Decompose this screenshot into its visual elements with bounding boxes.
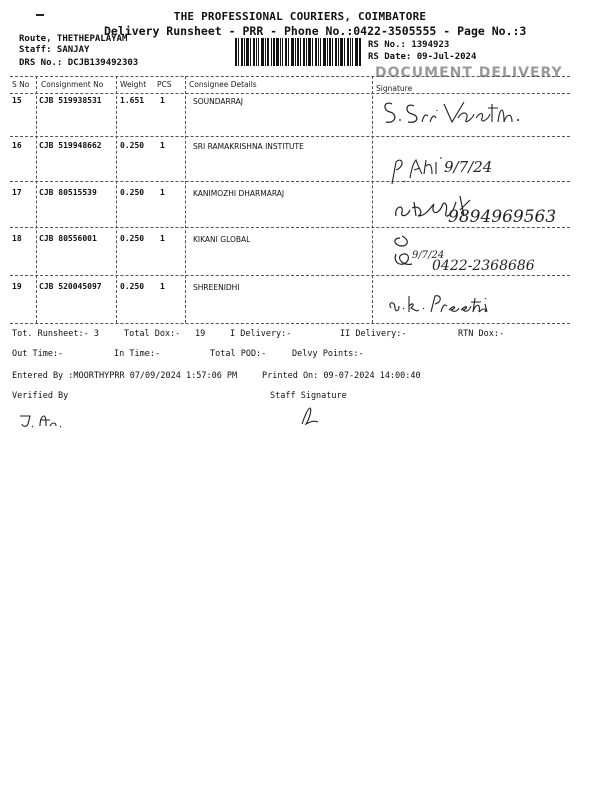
company-name: THE PROFESSIONAL COURIERS, COIMBATORE: [173, 10, 427, 23]
row-weight: 1.651: [120, 96, 145, 105]
row-consignee: SRI RAMAKRISHNA INSTITUTE: [193, 142, 304, 151]
staff-signature-mark: [296, 404, 326, 428]
signature-row-18-phone: 0422-2368686: [432, 258, 535, 274]
signature-row-18: [390, 230, 570, 276]
row-weight: 0.250: [120, 141, 145, 150]
i-delivery: I Delivery:-: [230, 329, 292, 339]
row-consignment: CJB 520045097: [39, 282, 102, 291]
ii-delivery: II Delivery:-: [340, 329, 407, 339]
total-pod: Total POD:-: [210, 349, 267, 359]
barcode: [235, 38, 361, 66]
row-consignee: KIKANI GLOBAL: [193, 235, 251, 244]
row-pcs: 1: [160, 282, 165, 291]
row-divider: [10, 227, 570, 228]
rs-number: RS No.: 1394923: [368, 40, 450, 50]
col-header-signature: Signature: [376, 84, 413, 93]
signature-row-18-date: 9/7/24: [412, 250, 445, 261]
row-weight: 0.250: [120, 234, 145, 243]
out-time: Out Time:-: [12, 349, 64, 359]
signature-row-19: [385, 290, 515, 318]
table-top-border: [10, 76, 570, 77]
staff-signature-label: Staff Signature: [270, 391, 347, 401]
table-header-border: [10, 93, 570, 94]
printed-on: Printed On: 09-07-2024 14:00:40: [262, 371, 421, 381]
row-consignment: CJB 80556001: [39, 234, 97, 243]
rtn-dox: RTN Dox:-: [458, 329, 505, 339]
signature-row-15: [380, 96, 530, 126]
total-runsheet: Tot. Runsheet:- 3: [12, 329, 99, 339]
row-sno: 17: [12, 188, 22, 197]
table-bottom-border: [10, 323, 570, 324]
drs-number: DRS No.: DCJB139492303: [19, 58, 139, 68]
row-sno: 15: [12, 96, 22, 105]
row-consignee: KANIMOZHI DHARMARAJ: [193, 189, 285, 198]
row-pcs: 1: [160, 188, 165, 197]
verified-by-label: Verified By: [12, 391, 69, 401]
row-divider: [10, 136, 570, 137]
row-pcs: 1: [160, 96, 165, 105]
column-divider: [372, 76, 373, 323]
col-header-sno: S No: [12, 80, 30, 89]
total-dox-label: Total Dox:-: [124, 329, 181, 339]
route-label: Route, THETHEPALAYAM: [19, 34, 128, 44]
row-sno: 19: [12, 282, 22, 291]
col-header-consignee: Consignee Details: [189, 80, 257, 89]
row-pcs: 1: [160, 141, 165, 150]
column-divider: [185, 76, 186, 323]
row-sno: 16: [12, 141, 22, 150]
col-header-consignment: Consignment No: [41, 80, 104, 89]
runsheet-title: Delivery Runsheet - PRR - Phone No.:0422-3505555 - Page No.:3: [104, 24, 527, 38]
row-consignment: CJB 80515539: [39, 188, 97, 197]
signature-row-17: [390, 186, 560, 226]
rs-date: RS Date: 09-Jul-2024: [368, 52, 477, 62]
row-consignment: CJB 519938531: [39, 96, 102, 105]
in-time: In Time:-: [114, 349, 161, 359]
row-weight: 0.250: [120, 188, 145, 197]
row-sno: 18: [12, 234, 22, 243]
staff-label: Staff: SANJAY: [19, 45, 90, 55]
signature-row-16: [384, 148, 504, 190]
row-consignee: SOUNDARRAJ: [193, 97, 243, 106]
row-pcs: 1: [160, 234, 165, 243]
verified-by-signature: [16, 410, 76, 432]
row-consignee: SHREENIDHI: [193, 283, 240, 292]
row-consignment: CJB 519948662: [39, 141, 102, 150]
column-divider: [116, 76, 117, 323]
col-header-weight: Weight: [120, 80, 147, 89]
row-weight: 0.250: [120, 282, 145, 291]
col-header-pcs: PCS: [157, 80, 172, 89]
total-dox-value: 19: [195, 329, 206, 339]
delvy-points: Delvy Points:-: [292, 349, 364, 359]
signature-row-16-date: 9/7/24: [444, 158, 493, 176]
document-delivery-stamp: DOCUMENT DELIVERY: [375, 65, 563, 81]
column-divider: [36, 76, 37, 323]
entered-by: Entered By :MOORTHYPRR 07/09/2024 1:57:06 PM: [12, 371, 238, 381]
signature-row-17-phone: 9894969563: [448, 207, 557, 226]
